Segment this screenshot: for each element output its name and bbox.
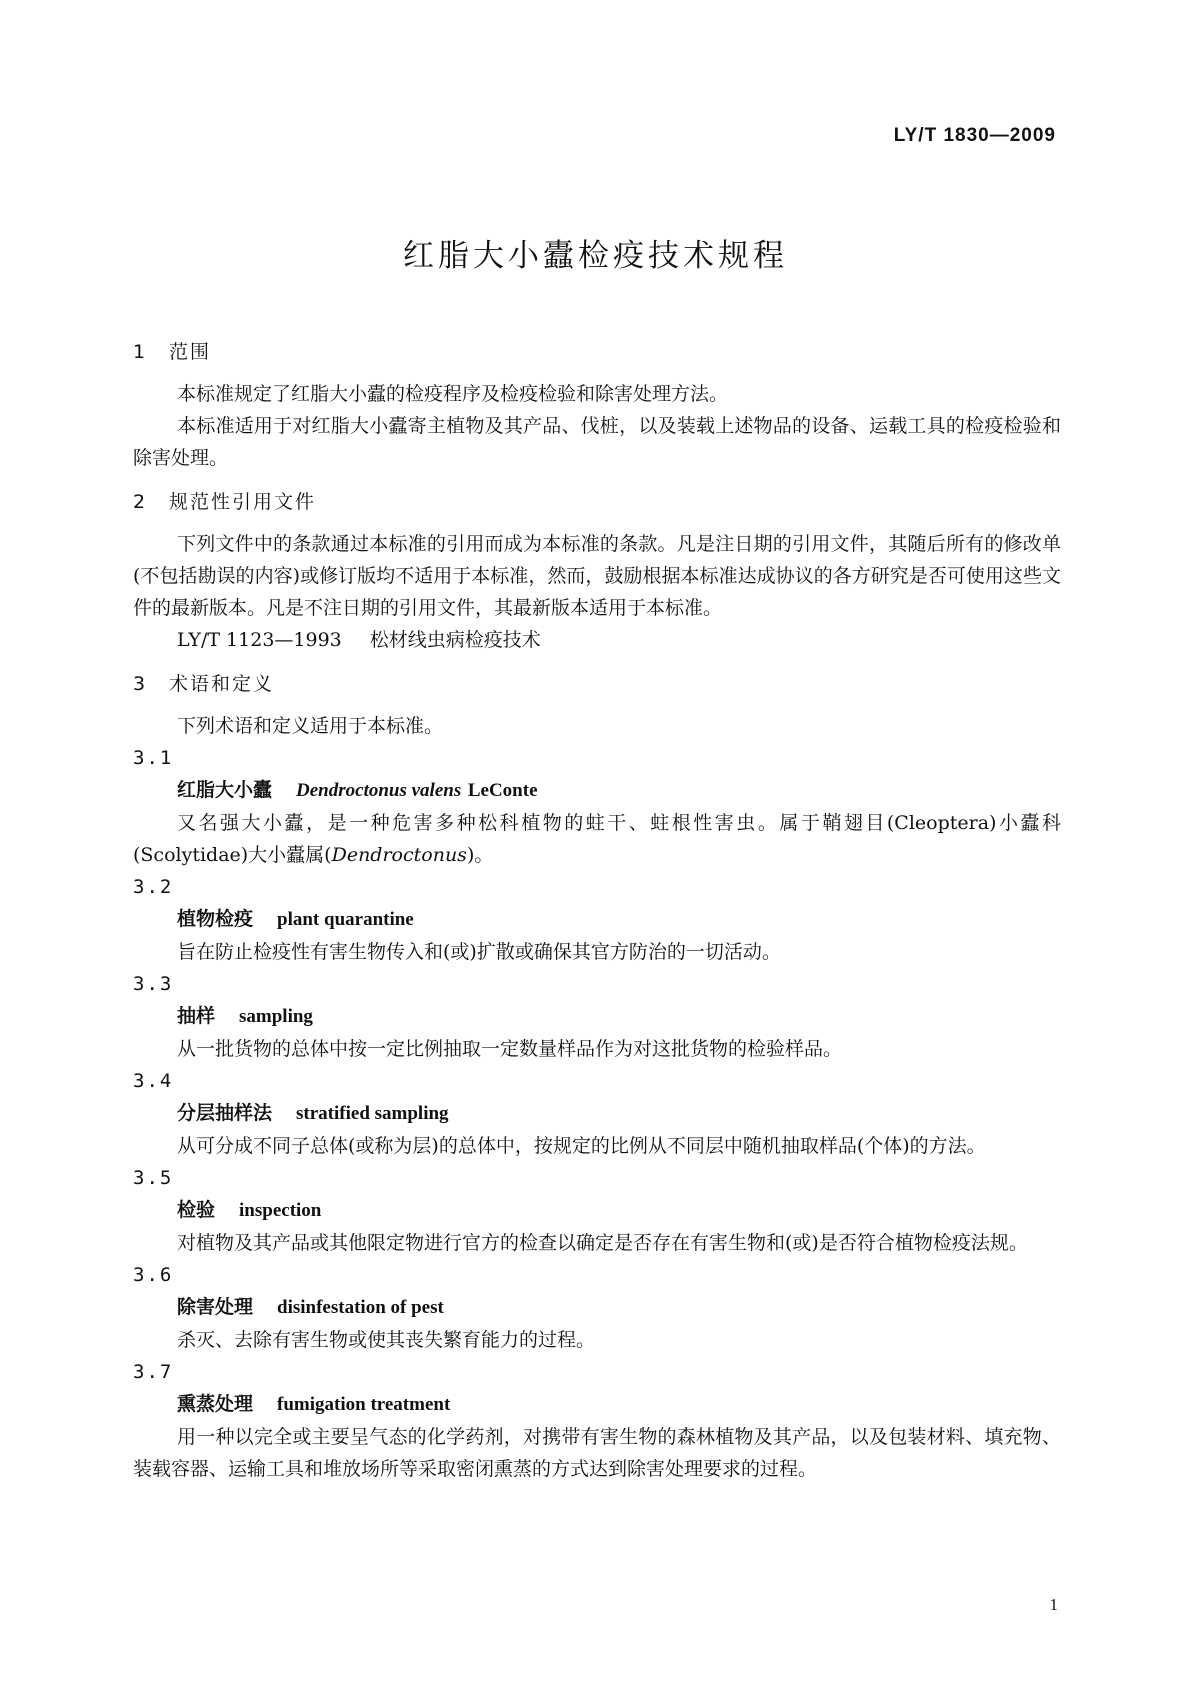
term-latin: Dendroctonus valens [296, 780, 462, 801]
clause-number: 3.6 [133, 1264, 174, 1286]
section-heading-normative-references [133, 486, 1061, 518]
section-title: 规范性引用文件 [169, 491, 317, 513]
term-zh: 抽样 [177, 1005, 216, 1027]
term-zh: 分层抽样法 [177, 1102, 273, 1124]
genus-name: Dendroctonus [331, 844, 467, 866]
section-number: 1 [133, 341, 146, 363]
term-zh: 植物检疫 [177, 908, 254, 930]
reference-title: 松材线虫病检疫技术 [369, 629, 541, 651]
term-zh: 红脂大小蠹 [177, 779, 273, 801]
clause-number: 3.3 [133, 973, 174, 995]
paragraph: 本标准规定了红脂大小蠹的检疫程序及检疫检验和除害处理方法。 [177, 383, 729, 405]
clause-number: 3.4 [133, 1070, 174, 1092]
term-definition: 从可分成不同子总体(或称为层)的总体中，按规定的比例从不同层中随机抽取样品(个体)的方法。 [177, 1135, 986, 1157]
term-en: disinfestation of pest [277, 1297, 444, 1318]
clause-number: 3.5 [133, 1167, 174, 1189]
section-number: 2 [133, 491, 146, 513]
term-en: plant quarantine [277, 909, 414, 930]
term-definition [133, 807, 1061, 871]
term-definition: 对植物及其产品或其他限定物进行官方的检查以确定是否存在有害生物和(或)是否符合植物检疫法规。 [177, 1232, 1028, 1254]
clause-number: 3.2 [133, 876, 174, 898]
term-definition: 旨在防止检疫性有害生物传入和(或)扩散或确保其官方防治的一切活动。 [177, 941, 781, 963]
term-definition: 从一批货物的总体中按一定比例抽取一定数量样品作为对这批货物的检验样品。 [177, 1038, 843, 1060]
term-author: LeConte [467, 780, 538, 801]
term-heading [177, 1000, 1061, 1033]
reference-entry [177, 624, 1061, 656]
reference-code: LY/T 1123—1993 [177, 629, 342, 651]
term-zh: 检验 [177, 1199, 216, 1221]
term-heading [177, 1291, 1061, 1324]
term-heading [177, 1388, 1061, 1421]
term-heading [177, 1097, 1061, 1130]
document-body [133, 336, 1061, 1485]
term-heading [177, 1194, 1061, 1227]
term-zh: 熏蒸处理 [177, 1393, 254, 1415]
term-heading [177, 774, 1061, 807]
section-heading-scope [133, 336, 1061, 368]
paragraph: 下列术语和定义适用于本标准。 [177, 715, 444, 737]
section-number: 3 [133, 673, 146, 695]
section-heading-terms [133, 668, 1061, 700]
clause-number: 3.1 [133, 747, 174, 769]
clause-number: 3.7 [133, 1361, 174, 1383]
document-code: LY/T 1830—2009 [893, 125, 1056, 146]
term-definition: 用一种以完全或主要呈气态的化学药剂，对携带有害生物的森林植物及其产品，以及包装材料、填充物、装载容器、运输工具和堆放场所等采取密闭熏蒸的方式达到除害处理要求的过程。 [133, 1426, 1061, 1480]
term-en: fumigation treatment [277, 1394, 451, 1415]
term-zh: 除害处理 [177, 1296, 254, 1318]
page-title: 红脂大小蠹检疫技术规程 [403, 238, 788, 274]
term-en: sampling [239, 1006, 313, 1027]
term-definition: 杀灭、去除有害生物或使其丧失繁育能力的过程。 [177, 1329, 596, 1351]
definition-text: 又名强大小蠹，是一种危害多种松科植物的蛀干、蛀根性害虫。属于鞘翅目(Cleoptera)小蠹科(Scolytidae)大小蠹属( [133, 812, 1061, 866]
term-en: stratified sampling [296, 1103, 449, 1124]
section-title: 范围 [169, 341, 212, 363]
section-title: 术语和定义 [169, 673, 275, 695]
definition-text: )。 [466, 844, 494, 866]
page-number: 1 [1049, 1595, 1058, 1614]
term-en: inspection [239, 1200, 322, 1221]
paragraph: 本标准适用于对红脂大小蠹寄主植物及其产品、伐桩，以及装载上述物品的设备、运载工具的检疫检验和除害处理。 [133, 415, 1061, 469]
paragraph: 下列文件中的条款通过本标准的引用而成为本标准的条款。凡是注日期的引用文件，其随后所有的修改单(不包括勘误的内容)或修订版均不适用于本标准，然而，鼓励根据本标准达成协议的各方研究是否可使用这些文件的最新版本。凡是不注日期的引用文件，其最新版本适用于本标准。 [133, 533, 1061, 619]
term-heading [177, 903, 1061, 936]
